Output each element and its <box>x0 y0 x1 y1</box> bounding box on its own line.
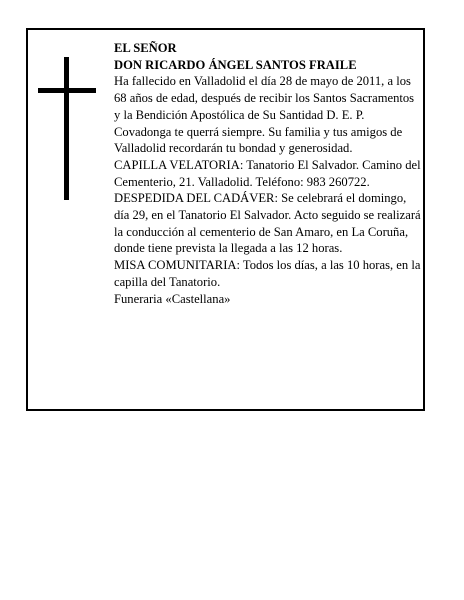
obituary-text <box>114 40 422 307</box>
family-message: Covadonga te querrá siempre. Su familia y tus amigos de Valladolid recordarán tu bondad y generosidad. <box>114 124 403 156</box>
mass-info: MISA COMUNITARIA: Todos los días, a las 10 horas, en la capilla del Tanatorio. <box>114 258 421 289</box>
cross-icon <box>38 57 96 200</box>
funeral-home: Funeraria «Castellana» <box>114 291 231 306</box>
farewell-info: DESPEDIDA DEL CADÁVER: Se celebrará el domingo, día 29, en el Tanatorio El Salvador. Acto seguido se realizará la conducción al cementerio de San Amaro, en La Coruña, donde tiene prevista la llegada a las 12 horas. <box>114 191 421 256</box>
death-announcement: Ha fallecido en Valladolid el día 28 de mayo de 2011, a los 68 años de edad, después de recibir los Santos Sacramentos y la Bendición Apostólica de Su Santidad D. E. P. <box>114 74 415 122</box>
obituary-notice <box>26 28 425 411</box>
cross-vertical-bar <box>64 57 69 200</box>
cross-horizontal-bar <box>38 88 96 93</box>
deceased-name: DON RICARDO ÁNGEL SANTOS FRAILE <box>114 57 357 72</box>
title-line-1: EL SEÑOR <box>114 41 177 55</box>
chapel-info: CAPILLA VELATORIA: Tanatorio El Salvador. Camino del Cementerio, 21. Valladolid. Teléfono: 983 260722. <box>114 157 421 189</box>
